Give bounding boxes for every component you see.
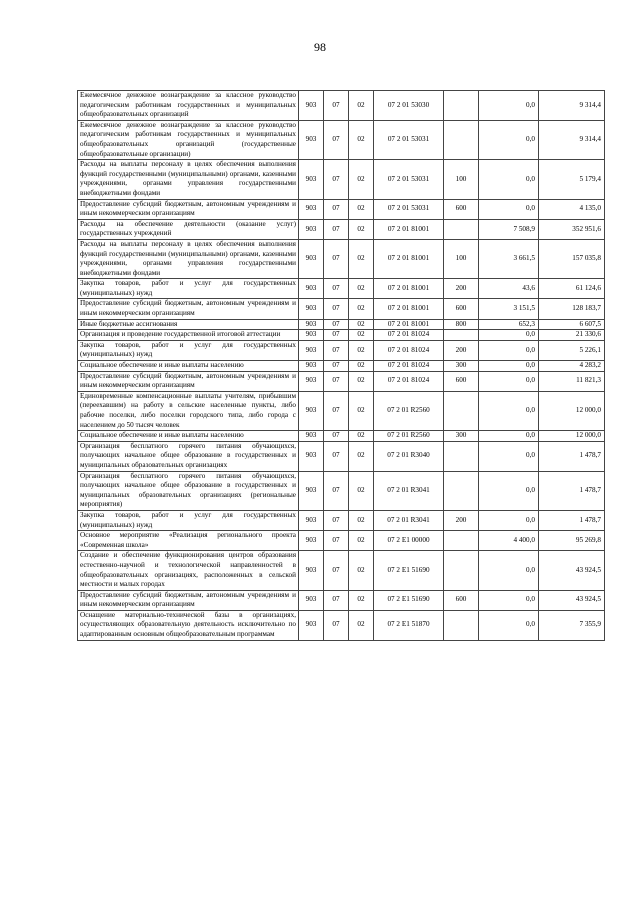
cell-name: Предоставление субсидий бюджетным, автономным учреждениям и иным некоммерческим организациям: [78, 199, 299, 219]
cell-expense-type: 600: [444, 371, 479, 391]
cell-amount-change: 0,0: [479, 340, 539, 360]
cell-amount-total: 9 314,4: [539, 91, 605, 121]
cell-name: Предоставление субсидий бюджетным, автономным учреждениям и иным некоммерческим организациям: [78, 299, 299, 319]
cell-section: 07: [324, 431, 349, 442]
cell-target-article: 07 2 01 R3041: [374, 510, 444, 530]
cell-amount-change: 0,0: [479, 471, 539, 510]
cell-admin-code: 903: [299, 531, 324, 551]
cell-target-article: 07 2 E1 51690: [374, 551, 444, 590]
cell-amount-total: 4 283,2: [539, 361, 605, 372]
cell-expense-type: 600: [444, 299, 479, 319]
cell-section: 07: [324, 279, 349, 299]
cell-name: Ежемесячное денежное вознаграждение за классное руководство педагогическим работникам государственных и муниципальных общеобразовательных организаций: [78, 91, 299, 121]
cell-section: 07: [324, 441, 349, 471]
cell-amount-change: 4 400,0: [479, 531, 539, 551]
cell-admin-code: 903: [299, 431, 324, 442]
cell-name: Организация бесплатного горячего питания обучающихся, получающих начальное общее образование в государственных и муниципальных образовательных организациях (региональные мероприятия): [78, 471, 299, 510]
cell-amount-total: 95 269,8: [539, 531, 605, 551]
cell-admin-code: 903: [299, 120, 324, 159]
cell-admin-code: 903: [299, 610, 324, 640]
cell-amount-total: 9 314,4: [539, 120, 605, 159]
cell-section: 07: [324, 471, 349, 510]
cell-amount-change: 0,0: [479, 551, 539, 590]
cell-amount-change: 0,0: [479, 510, 539, 530]
table-row: [78, 330, 605, 341]
cell-section: 07: [324, 160, 349, 199]
table-row: [78, 219, 605, 239]
cell-subsection: 02: [349, 340, 374, 360]
cell-amount-total: 5 179,4: [539, 160, 605, 199]
cell-expense-type: [444, 471, 479, 510]
cell-target-article: 07 2 01 81024: [374, 371, 444, 391]
cell-expense-type: 600: [444, 199, 479, 219]
cell-section: 07: [324, 91, 349, 121]
cell-subsection: 02: [349, 610, 374, 640]
cell-amount-total: 6 607,5: [539, 319, 605, 330]
cell-subsection: 02: [349, 279, 374, 299]
cell-subsection: 02: [349, 441, 374, 471]
table-row: [78, 531, 605, 551]
cell-subsection: 02: [349, 551, 374, 590]
cell-expense-type: 100: [444, 239, 479, 278]
cell-admin-code: 903: [299, 471, 324, 510]
cell-admin-code: 903: [299, 441, 324, 471]
cell-target-article: 07 2 01 81001: [374, 319, 444, 330]
cell-subsection: 02: [349, 510, 374, 530]
cell-expense-type: [444, 219, 479, 239]
cell-target-article: 07 2 E1 00000: [374, 531, 444, 551]
cell-expense-type: [444, 120, 479, 159]
table-row: [78, 299, 605, 319]
cell-section: 07: [324, 319, 349, 330]
cell-subsection: 02: [349, 431, 374, 442]
cell-amount-change: 0,0: [479, 431, 539, 442]
cell-expense-type: 200: [444, 510, 479, 530]
cell-section: 07: [324, 199, 349, 219]
cell-amount-change: 0,0: [479, 371, 539, 391]
table-row: [78, 590, 605, 610]
cell-amount-change: 0,0: [479, 91, 539, 121]
cell-section: 07: [324, 551, 349, 590]
cell-section: 07: [324, 590, 349, 610]
cell-section: 07: [324, 361, 349, 372]
cell-expense-type: 800: [444, 319, 479, 330]
cell-admin-code: 903: [299, 299, 324, 319]
cell-expense-type: 300: [444, 361, 479, 372]
cell-subsection: 02: [349, 361, 374, 372]
cell-amount-total: 352 951,6: [539, 219, 605, 239]
table-row: [78, 199, 605, 219]
cell-name: Предоставление субсидий бюджетным, автономным учреждениям и иным некоммерческим организациям: [78, 371, 299, 391]
table-row: [78, 160, 605, 199]
cell-amount-change: 0,0: [479, 160, 539, 199]
budget-table: [77, 90, 605, 641]
cell-section: 07: [324, 299, 349, 319]
cell-name: Социальное обеспечение и иные выплаты населению: [78, 361, 299, 372]
cell-subsection: 02: [349, 330, 374, 341]
cell-expense-type: 100: [444, 160, 479, 199]
cell-subsection: 02: [349, 199, 374, 219]
cell-amount-change: 0,0: [479, 441, 539, 471]
table-row: [78, 441, 605, 471]
cell-name: Закупка товаров, работ и услуг для государственных (муниципальных) нужд: [78, 340, 299, 360]
cell-amount-total: 12 000,0: [539, 391, 605, 430]
cell-admin-code: 903: [299, 361, 324, 372]
cell-name: Организация бесплатного горячего питания обучающихся, получающих начальное общее образование в государственных и муниципальных образовательных организациях: [78, 441, 299, 471]
table-row: [78, 340, 605, 360]
cell-name: Иные бюджетные ассигнования: [78, 319, 299, 330]
cell-section: 07: [324, 510, 349, 530]
cell-admin-code: 903: [299, 160, 324, 199]
cell-amount-total: 61 124,6: [539, 279, 605, 299]
cell-target-article: 07 2 01 53030: [374, 91, 444, 121]
cell-expense-type: [444, 91, 479, 121]
cell-name: Социальное обеспечение и иные выплаты населению: [78, 431, 299, 442]
cell-amount-total: 12 000,0: [539, 431, 605, 442]
table-row: [78, 551, 605, 590]
cell-amount-total: 1 478,7: [539, 510, 605, 530]
cell-amount-total: 1 478,7: [539, 471, 605, 510]
cell-amount-change: 0,0: [479, 590, 539, 610]
cell-expense-type: 200: [444, 340, 479, 360]
cell-section: 07: [324, 391, 349, 430]
cell-amount-change: 7 508,9: [479, 219, 539, 239]
cell-amount-total: 1 478,7: [539, 441, 605, 471]
cell-section: 07: [324, 330, 349, 341]
cell-amount-total: 5 226,1: [539, 340, 605, 360]
cell-amount-change: 0,0: [479, 199, 539, 219]
cell-target-article: 07 2 01 81001: [374, 279, 444, 299]
cell-section: 07: [324, 120, 349, 159]
cell-subsection: 02: [349, 160, 374, 199]
table-body: [78, 91, 605, 641]
cell-target-article: 07 2 E1 51870: [374, 610, 444, 640]
cell-subsection: 02: [349, 91, 374, 121]
cell-name: Расходы на выплаты персоналу в целях обеспечения выполнения функций государственными (муниципальными) органами, казенными учреждениями, органами управления государственными внебюджетными фондами: [78, 239, 299, 278]
cell-target-article: 07 2 01 53031: [374, 120, 444, 159]
cell-expense-type: [444, 330, 479, 341]
cell-name: Расходы на обеспечение деятельности (оказание услуг) государственных учреждений: [78, 219, 299, 239]
cell-subsection: 02: [349, 319, 374, 330]
cell-section: 07: [324, 340, 349, 360]
table-row: [78, 239, 605, 278]
cell-subsection: 02: [349, 590, 374, 610]
cell-expense-type: 300: [444, 431, 479, 442]
cell-expense-type: [444, 551, 479, 590]
cell-amount-total: 157 035,8: [539, 239, 605, 278]
cell-name: Предоставление субсидий бюджетным, автономным учреждениям и иным некоммерческим организациям: [78, 590, 299, 610]
cell-amount-change: 0,0: [479, 330, 539, 341]
cell-subsection: 02: [349, 471, 374, 510]
cell-target-article: 07 2 E1 51690: [374, 590, 444, 610]
cell-name: Закупка товаров, работ и услуг для государственных (муниципальных) нужд: [78, 510, 299, 530]
cell-target-article: 07 2 01 R2560: [374, 391, 444, 430]
cell-amount-change: 3 661,5: [479, 239, 539, 278]
cell-target-article: 07 2 01 81001: [374, 239, 444, 278]
cell-target-article: 07 2 01 81024: [374, 340, 444, 360]
cell-admin-code: 903: [299, 371, 324, 391]
cell-amount-total: 7 355,9: [539, 610, 605, 640]
cell-admin-code: 903: [299, 590, 324, 610]
cell-admin-code: 903: [299, 551, 324, 590]
table-row: [78, 361, 605, 372]
cell-target-article: 07 2 01 81024: [374, 361, 444, 372]
cell-subsection: 02: [349, 391, 374, 430]
cell-admin-code: 903: [299, 199, 324, 219]
cell-amount-change: 0,0: [479, 610, 539, 640]
cell-target-article: 07 2 01 53031: [374, 199, 444, 219]
cell-name: Организация и проведение государственной итоговой аттестации: [78, 330, 299, 341]
cell-target-article: 07 2 01 R3041: [374, 471, 444, 510]
cell-target-article: 07 2 01 81001: [374, 219, 444, 239]
cell-expense-type: [444, 610, 479, 640]
cell-amount-change: 0,0: [479, 120, 539, 159]
cell-expense-type: [444, 441, 479, 471]
table-row: [78, 471, 605, 510]
cell-admin-code: 903: [299, 279, 324, 299]
cell-section: 07: [324, 239, 349, 278]
page-number: 98: [314, 40, 326, 54]
cell-expense-type: 600: [444, 590, 479, 610]
cell-name: Расходы на выплаты персоналу в целях обеспечения выполнения функций государственными (муниципальными) органами, казенными учреждениями, органами управления государственными внебюджетными фондами: [78, 160, 299, 199]
cell-name: Единовременные компенсационные выплаты учителям, прибывшим (переехавшим) на работу в сельские населенные пункты, либо рабочие поселки, либо поселки городского типа, либо города с населением до 50 тысяч человек: [78, 391, 299, 430]
cell-admin-code: 903: [299, 340, 324, 360]
cell-target-article: 07 2 01 81024: [374, 330, 444, 341]
cell-target-article: 07 2 01 R3040: [374, 441, 444, 471]
table-row: [78, 510, 605, 530]
table-row: [78, 371, 605, 391]
cell-amount-change: 0,0: [479, 391, 539, 430]
cell-subsection: 02: [349, 371, 374, 391]
cell-amount-change: 43,6: [479, 279, 539, 299]
cell-amount-total: 43 924,5: [539, 590, 605, 610]
cell-amount-change: 652,3: [479, 319, 539, 330]
cell-section: 07: [324, 531, 349, 551]
cell-name: Оснащение материально-технической базы в организациях, осуществляющих образовательную деятельность исключительно по адаптированным основным общеобразовательным программам: [78, 610, 299, 640]
cell-admin-code: 903: [299, 239, 324, 278]
cell-name: Создание и обеспечение функционирования центров образования естественно-научной и технологической направленностей в общеобразовательных организациях, расположенных в сельской местности и малых городах: [78, 551, 299, 590]
cell-subsection: 02: [349, 531, 374, 551]
cell-amount-total: 128 183,7: [539, 299, 605, 319]
cell-admin-code: 903: [299, 319, 324, 330]
cell-amount-total: 43 924,5: [539, 551, 605, 590]
cell-subsection: 02: [349, 239, 374, 278]
cell-target-article: 07 2 01 81001: [374, 299, 444, 319]
cell-subsection: 02: [349, 120, 374, 159]
cell-amount-total: 21 330,6: [539, 330, 605, 341]
cell-subsection: 02: [349, 219, 374, 239]
cell-amount-change: 3 151,5: [479, 299, 539, 319]
cell-subsection: 02: [349, 299, 374, 319]
cell-admin-code: 903: [299, 91, 324, 121]
table-row: [78, 391, 605, 430]
table-row: [78, 610, 605, 640]
cell-section: 07: [324, 219, 349, 239]
cell-admin-code: 903: [299, 219, 324, 239]
cell-expense-type: [444, 531, 479, 551]
table-row: [78, 279, 605, 299]
cell-expense-type: [444, 391, 479, 430]
cell-section: 07: [324, 610, 349, 640]
cell-amount-total: 11 821,3: [539, 371, 605, 391]
cell-amount-total: 4 135,0: [539, 199, 605, 219]
cell-section: 07: [324, 371, 349, 391]
cell-target-article: 07 2 01 R2560: [374, 431, 444, 442]
cell-name: Закупка товаров, работ и услуг для государственных (муниципальных) нужд: [78, 279, 299, 299]
cell-amount-change: 0,0: [479, 361, 539, 372]
cell-admin-code: 903: [299, 391, 324, 430]
cell-admin-code: 903: [299, 510, 324, 530]
table-row: [78, 431, 605, 442]
cell-admin-code: 903: [299, 330, 324, 341]
table-row: [78, 319, 605, 330]
cell-name: Основное мероприятие «Реализация регионального проекта «Современная школа»: [78, 531, 299, 551]
cell-target-article: 07 2 01 53031: [374, 160, 444, 199]
cell-expense-type: 200: [444, 279, 479, 299]
cell-name: Ежемесячное денежное вознаграждение за классное руководство педагогическим работникам государственных и муниципальных общеобразовательных организаций (государственные общеобразовательные организации): [78, 120, 299, 159]
table-row: [78, 91, 605, 121]
table-row: [78, 120, 605, 159]
